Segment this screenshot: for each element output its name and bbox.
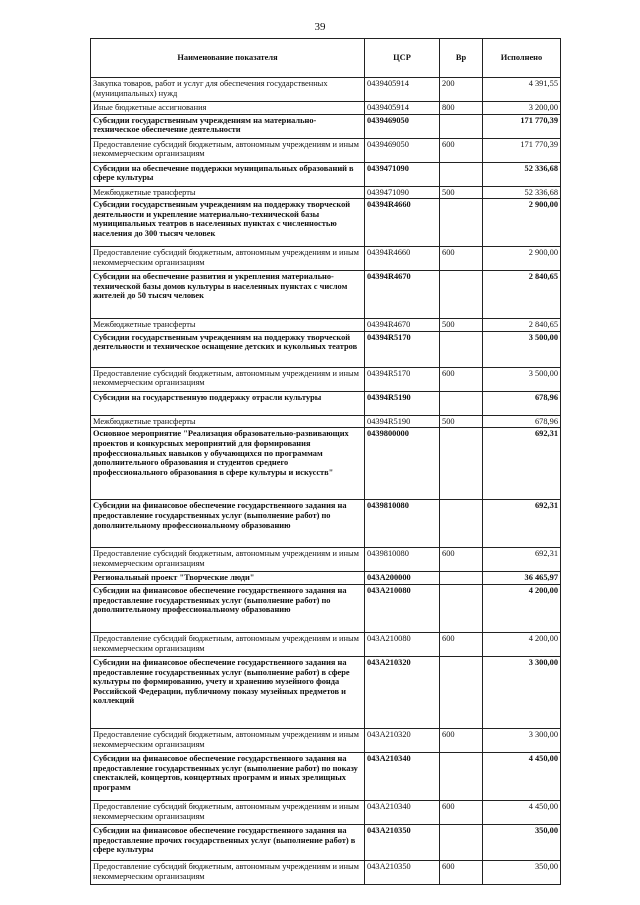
header-row (91, 39, 561, 78)
table-row (91, 428, 561, 500)
cell-csr: 043A210320 (365, 656, 440, 728)
cell-csr: 0439810080 (365, 500, 440, 548)
cell-csr: 04394R5170 (365, 331, 440, 367)
cell-vr: 600 (440, 367, 483, 391)
cell-vr (440, 572, 483, 585)
cell-vr (440, 752, 483, 800)
cell-csr: 04394R4660 (365, 199, 440, 247)
cell-csr: 043A210340 (365, 800, 440, 824)
table-row (91, 572, 561, 585)
cell-csr: 04394R4670 (365, 319, 440, 332)
cell-vr (440, 428, 483, 500)
cell-amount: 350,00 (483, 860, 561, 884)
cell-name: Субсидии на финансовое обеспечение государственного задания на предоставление прочих государственных услуг (выполнение работ) в сфере культуры (91, 824, 365, 860)
cell-amount: 171 770,39 (483, 138, 561, 162)
cell-name: Субсидии на обеспечение развития и укрепления материально-технической базы домов культуры в населенных пунктах с числом жителей до 50 тысяч человек (91, 271, 365, 319)
cell-amount: 678,96 (483, 415, 561, 428)
cell-name: Региональный проект "Творческие люди" (91, 572, 365, 585)
cell-name: Предоставление субсидий бюджетным, автономным учреждениям и иным некоммерческим организациям (91, 247, 365, 271)
table-row (91, 367, 561, 391)
page-number: 39 (314, 21, 326, 33)
cell-name: Межбюджетные трансферты (91, 319, 365, 332)
cell-amount: 350,00 (483, 824, 561, 860)
budget-table (90, 38, 561, 885)
cell-name: Межбюджетные трансферты (91, 415, 365, 428)
cell-vr (440, 824, 483, 860)
cell-amount: 52 336,68 (483, 162, 561, 186)
table-row (91, 632, 561, 656)
cell-vr (440, 271, 483, 319)
table-row (91, 102, 561, 115)
table-row (91, 752, 561, 800)
table-row (91, 860, 561, 884)
cell-csr: 0439469050 (365, 138, 440, 162)
table-row (91, 247, 561, 271)
cell-csr: 043A210350 (365, 824, 440, 860)
cell-csr: 043A210320 (365, 728, 440, 752)
cell-csr: 043A210080 (365, 632, 440, 656)
cell-vr (440, 656, 483, 728)
cell-name: Субсидии государственным учреждениям на поддержку творческой деятельности и техническое оснащение детских и кукольных театров (91, 331, 365, 367)
cell-csr: 0439405914 (365, 78, 440, 102)
cell-amount: 692,31 (483, 548, 561, 572)
cell-csr: 043A210080 (365, 584, 440, 632)
cell-csr: 043A210350 (365, 860, 440, 884)
cell-name: Предоставление субсидий бюджетным, автономным учреждениям и иным некоммерческим организациям (91, 138, 365, 162)
cell-name: Субсидии на финансовое обеспечение государственного задания на предоставление государственных услуг (выполнение работ) в сфере культуры по формированию, учету и хранению музейного фонда Российской Федерации, публичному показу музейных предметов и коллекций (91, 656, 365, 728)
cell-amount: 36 465,97 (483, 572, 561, 585)
cell-vr (440, 584, 483, 632)
cell-csr: 04394R5190 (365, 391, 440, 415)
cell-csr: 04394R4670 (365, 271, 440, 319)
cell-csr: 0439469050 (365, 114, 440, 138)
cell-amount: 4 200,00 (483, 584, 561, 632)
cell-name: Предоставление субсидий бюджетным, автономным учреждениям и иным некоммерческим организациям (91, 728, 365, 752)
cell-vr (440, 331, 483, 367)
table-row (91, 415, 561, 428)
table-row (91, 162, 561, 186)
table-row (91, 271, 561, 319)
cell-name: Основное мероприятие "Реализация образовательно-развивающих проектов и конкурсных мероприятий для формирования профессиональных навыков у обучающихся по программам дополнительного образования и студентов среднего профессионального образования в сфере культуры и искусств" (91, 428, 365, 500)
header-vr: Вр (440, 39, 483, 78)
cell-amount: 171 770,39 (483, 114, 561, 138)
cell-vr: 600 (440, 138, 483, 162)
cell-amount: 3 200,00 (483, 102, 561, 115)
cell-amount: 2 840,65 (483, 319, 561, 332)
cell-vr (440, 500, 483, 548)
cell-amount: 2 900,00 (483, 247, 561, 271)
cell-vr: 500 (440, 186, 483, 199)
cell-vr: 800 (440, 102, 483, 115)
cell-csr: 0439800000 (365, 428, 440, 500)
cell-amount: 692,31 (483, 500, 561, 548)
table-row (91, 800, 561, 824)
cell-name: Иные бюджетные ассигнования (91, 102, 365, 115)
cell-amount: 2 840,65 (483, 271, 561, 319)
cell-vr (440, 391, 483, 415)
cell-name: Межбюджетные трансферты (91, 186, 365, 199)
cell-name: Предоставление субсидий бюджетным, автономным учреждениям и иным некоммерческим организациям (91, 632, 365, 656)
table-row (91, 114, 561, 138)
cell-name: Субсидии государственным учреждениям на материально-техническое обеспечение деятельности (91, 114, 365, 138)
table-row (91, 78, 561, 102)
cell-vr (440, 162, 483, 186)
cell-vr (440, 199, 483, 247)
cell-csr: 0439810080 (365, 548, 440, 572)
cell-csr: 04394R5190 (365, 415, 440, 428)
cell-name: Субсидии на обеспечение поддержки муниципальных образований в сфере культуры (91, 162, 365, 186)
cell-name: Субсидии государственным учреждениям на поддержку творческой деятельности и укрепление материально-технической базы муниципальных театров в населенных пунктах с численностью населения до 300 тысяч человек (91, 199, 365, 247)
cell-vr: 600 (440, 548, 483, 572)
table-row (91, 186, 561, 199)
table-row (91, 331, 561, 367)
cell-amount: 4 391,55 (483, 78, 561, 102)
cell-csr: 043A210340 (365, 752, 440, 800)
table-header (91, 39, 561, 78)
cell-vr (440, 114, 483, 138)
cell-amount: 3 500,00 (483, 367, 561, 391)
cell-amount: 3 300,00 (483, 656, 561, 728)
cell-name: Субсидии на государственную поддержку отрасли культуры (91, 391, 365, 415)
table-row (91, 199, 561, 247)
cell-csr: 04394R5170 (365, 367, 440, 391)
cell-csr: 04394R4660 (365, 247, 440, 271)
table-row (91, 319, 561, 332)
cell-name: Субсидии на финансовое обеспечение государственного задания на предоставление государственных услуг (выполнение работ) по показу спектаклей, концертов, концертных программ и иных зрелищных программ (91, 752, 365, 800)
cell-amount: 4 200,00 (483, 632, 561, 656)
cell-amount: 2 900,00 (483, 199, 561, 247)
table-row (91, 584, 561, 632)
cell-amount: 4 450,00 (483, 752, 561, 800)
table-body (91, 78, 561, 885)
cell-amount: 4 450,00 (483, 800, 561, 824)
cell-name: Предоставление субсидий бюджетным, автономным учреждениям и иным некоммерческим организациям (91, 800, 365, 824)
cell-vr: 600 (440, 728, 483, 752)
cell-name: Предоставление субсидий бюджетным, автономным учреждениям и иным некоммерческим организациям (91, 548, 365, 572)
cell-csr: 043A200000 (365, 572, 440, 585)
table-row (91, 656, 561, 728)
cell-name: Предоставление субсидий бюджетным, автономным учреждениям и иным некоммерческим организациям (91, 860, 365, 884)
table-row (91, 500, 561, 548)
cell-name: Субсидии на финансовое обеспечение государственного задания на предоставление государственных услуг (выполнение работ) по дополнительному профессиональному образованию (91, 584, 365, 632)
table-row (91, 548, 561, 572)
table-row (91, 391, 561, 415)
table-row (91, 728, 561, 752)
header-name: Наименование показателя (91, 39, 365, 78)
cell-name: Субсидии на финансовое обеспечение государственного задания на предоставление государственных услуг (выполнение работ) по дополнительному профессиональному образованию (91, 500, 365, 548)
cell-vr: 200 (440, 78, 483, 102)
cell-csr: 0439471090 (365, 186, 440, 199)
cell-csr: 0439405914 (365, 102, 440, 115)
cell-vr: 600 (440, 632, 483, 656)
cell-vr: 500 (440, 319, 483, 332)
cell-vr: 600 (440, 860, 483, 884)
cell-amount: 3 300,00 (483, 728, 561, 752)
cell-vr: 600 (440, 247, 483, 271)
cell-name: Предоставление субсидий бюджетным, автономным учреждениям и иным некоммерческим организациям (91, 367, 365, 391)
cell-csr: 0439471090 (365, 162, 440, 186)
table-row (91, 138, 561, 162)
table-row (91, 824, 561, 860)
cell-amount: 678,96 (483, 391, 561, 415)
cell-amount: 692,31 (483, 428, 561, 500)
header-amount: Исполнено (483, 39, 561, 78)
cell-vr: 500 (440, 415, 483, 428)
cell-name: Закупка товаров, работ и услуг для обеспечения государственных (муниципальных) нужд (91, 78, 365, 102)
cell-amount: 3 500,00 (483, 331, 561, 367)
header-csr: ЦСР (365, 39, 440, 78)
cell-amount: 52 336,68 (483, 186, 561, 199)
cell-vr: 600 (440, 800, 483, 824)
